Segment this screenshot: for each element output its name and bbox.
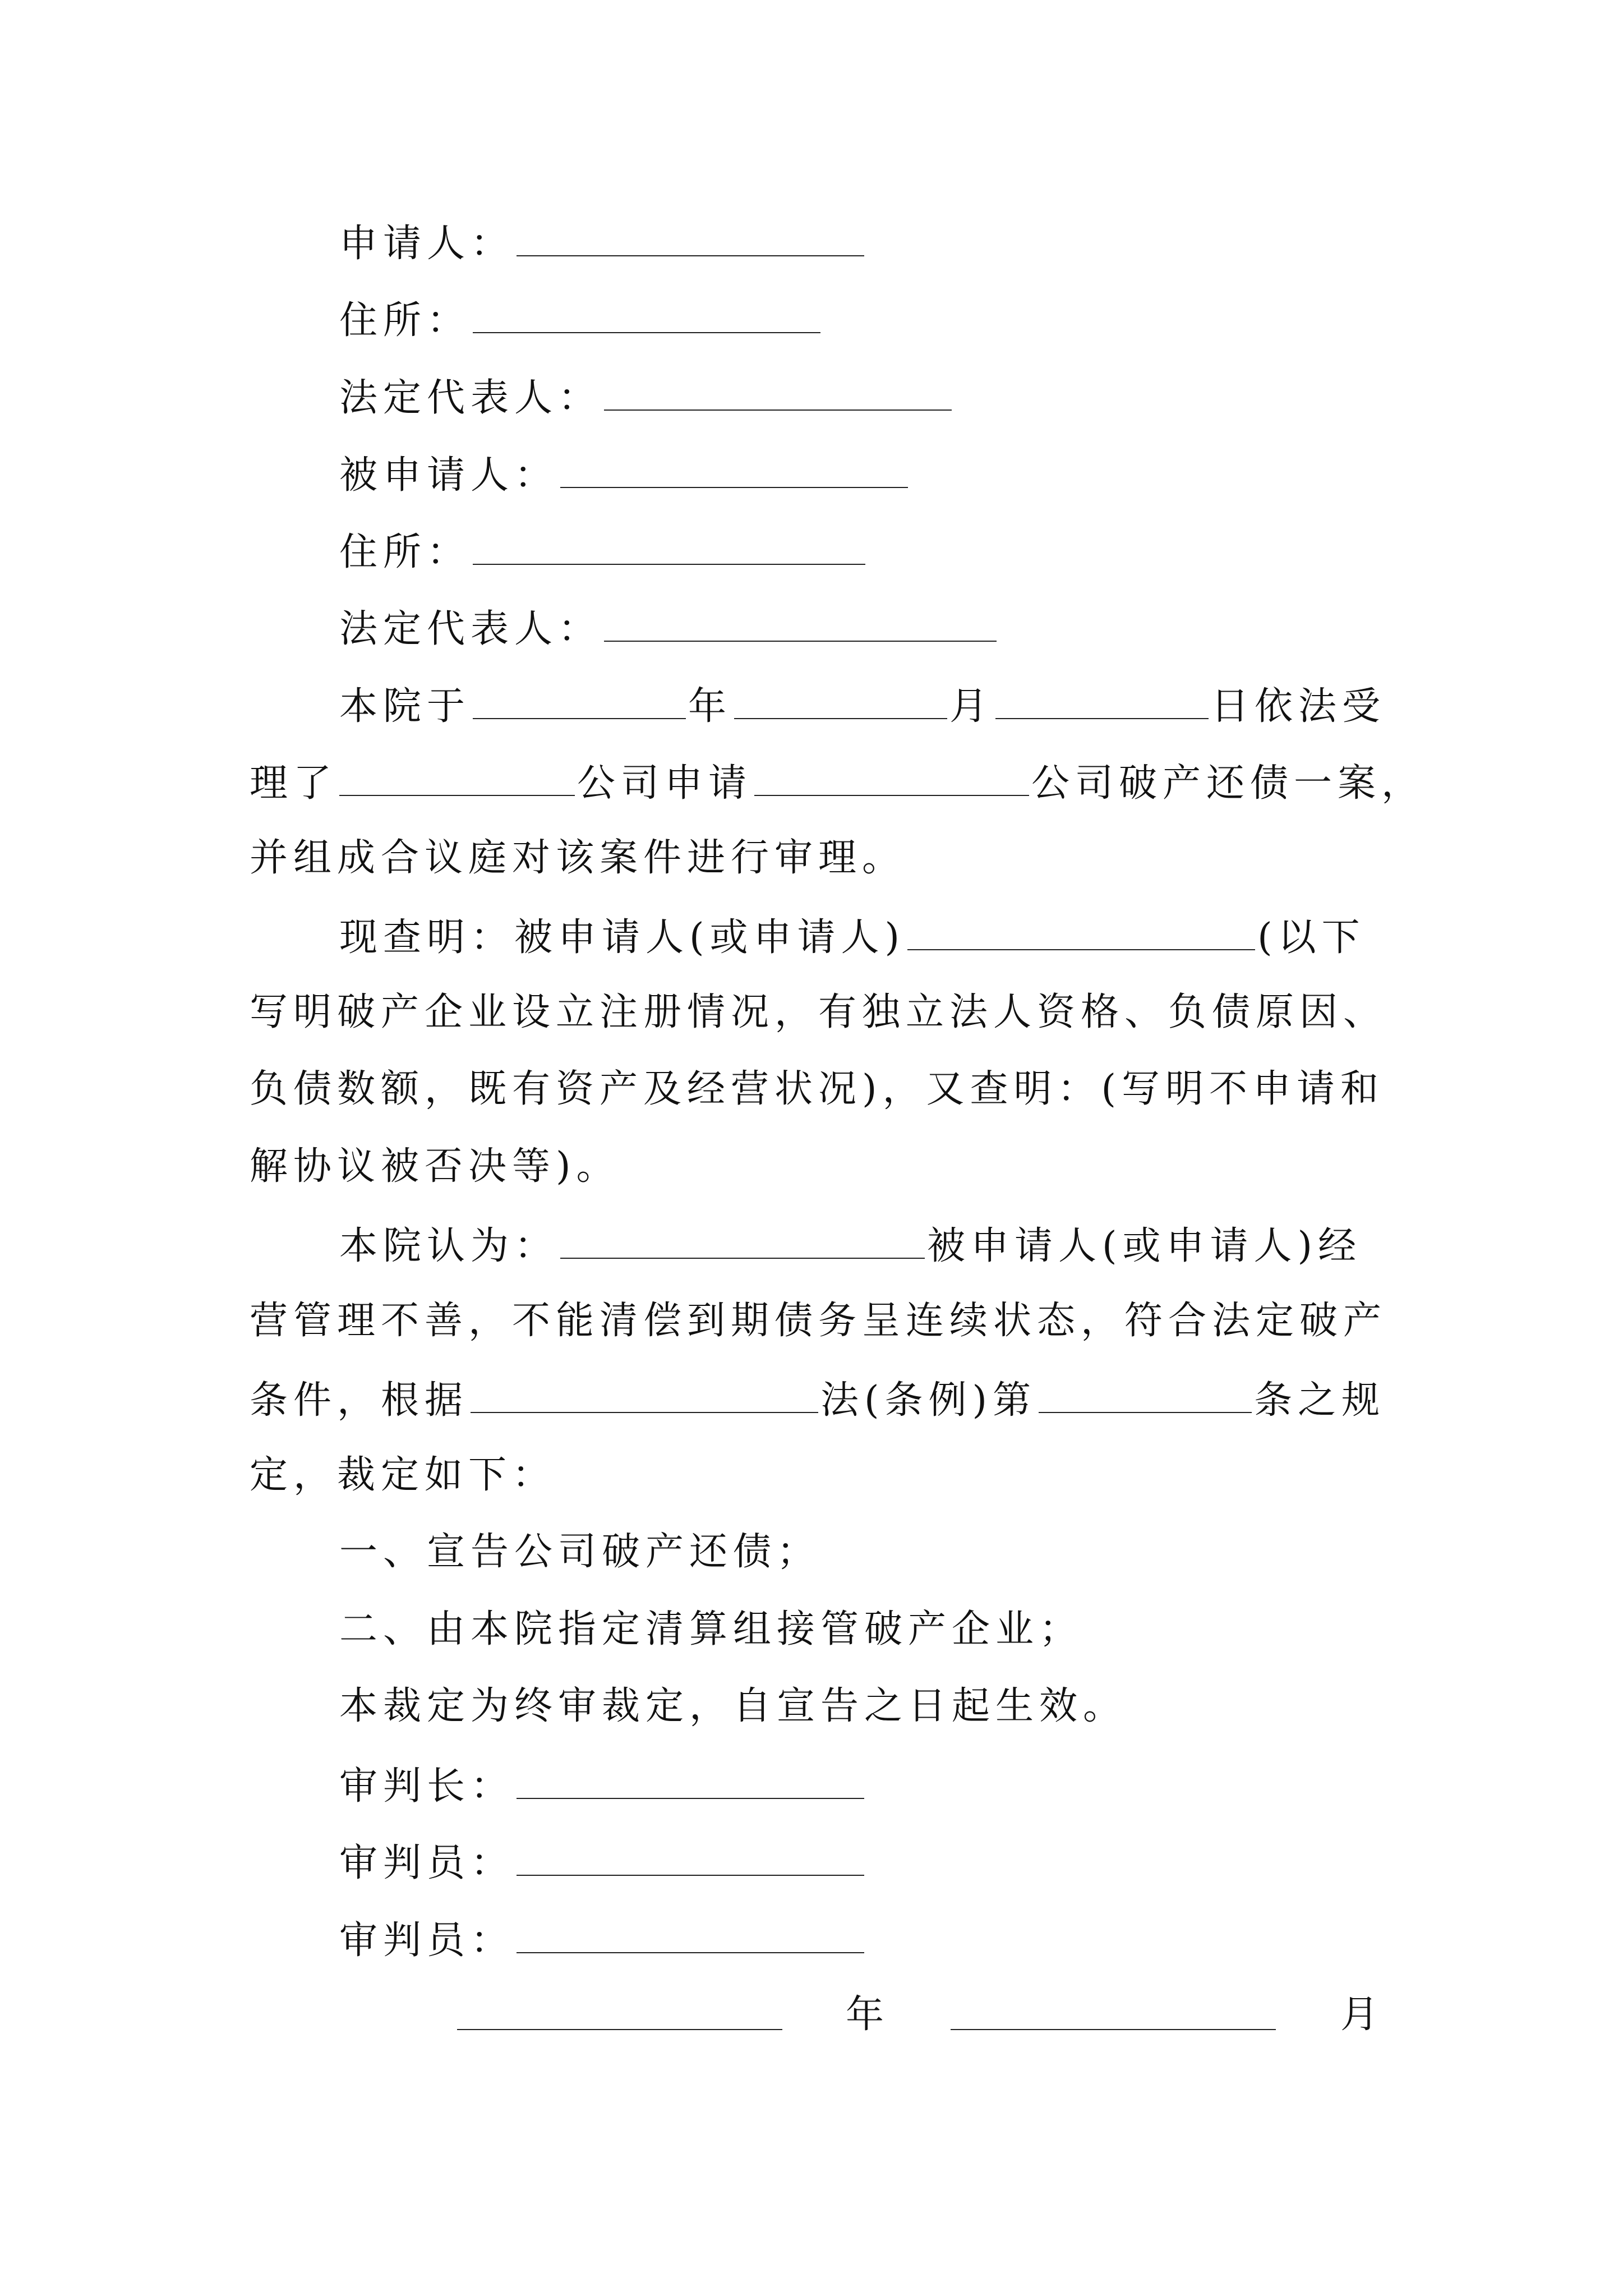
respondent-rep-line [339,601,999,655]
applicant-rep-line [339,370,954,424]
respondent-label: 被申请人： [339,453,559,498]
judge1-line [339,1835,866,1889]
para1-line3 [250,833,906,884]
para3-text-c: 营管理不善，不能清偿到期债务呈连续状态，符合法定破产 [250,1299,1387,1343]
judge1-blank[interactable] [517,1835,864,1876]
para3-line4 [250,1450,556,1501]
para1-text-h: 并组成合议庭对该案件进行审理。 [250,836,906,880]
para1-line2 [250,756,1425,809]
ruling-item-2 [339,1604,1083,1655]
para2-text-a: 现查明：被申请人(或申请人) [339,915,906,960]
chief-judge-label: 审判长： [339,1764,515,1809]
para3-text-f: 条之规 [1254,1378,1386,1423]
para2-line3 [250,1064,1384,1115]
ruling-item-1-text: 一、宣告公司破产还债； [339,1530,821,1574]
para1-text-f: 公司申请 [577,761,753,806]
para3-text-g: 定，裁定如下： [250,1453,556,1497]
applicant-label: 申请人： [339,222,515,266]
law-name-blank[interactable] [471,1373,818,1413]
ruling-item-1 [339,1527,820,1577]
judge2-label: 审判员： [339,1918,515,1963]
applicant-address-blank[interactable] [473,293,820,333]
date-month-blank[interactable] [951,1990,1276,2030]
para2-line2 [250,987,1387,1038]
ruling-item-2-text: 二、由本院指定清算组接管破产企业； [339,1607,1083,1651]
accept-year-blank[interactable] [473,679,686,719]
respondent-address-line [339,524,868,578]
para1-line1 [339,679,1386,732]
respondent-line [339,448,910,501]
para1-text-d: 日依法受 [1211,684,1386,729]
respondent-address-label: 住所： [339,530,471,574]
applicant-rep-blank[interactable] [604,370,952,411]
judge2-line [339,1913,866,1966]
para2-text-b: (以下 [1257,915,1366,960]
date-year-blank[interactable] [457,1990,782,2030]
para3-line3 [250,1373,1385,1426]
applicant-address-line [339,293,823,346]
para1-text-a: 本院于 [339,684,471,729]
para3-text-d: 条件，根据 [250,1378,469,1423]
para2-text-e: 解协议被否决等)。 [250,1144,620,1189]
chief-judge-line [339,1759,866,1812]
applicant-rep-label: 法定代表人： [339,376,602,420]
date-month-label: 月 [1340,1993,1385,2037]
para3-line2 [250,1296,1387,1346]
respondent-rep-label: 法定代表人： [339,607,602,651]
respondent-rep-blank[interactable] [604,601,997,642]
respondent-blank[interactable] [560,448,908,488]
applicant-blank[interactable] [517,216,864,256]
chief-judge-blank[interactable] [517,1759,864,1799]
para3-text-a: 本院认为： [339,1224,559,1268]
article-number-blank[interactable] [1039,1373,1252,1413]
para2-text-c: 写明破产企业设立注册情况，有独立法人资格、负债原因、 [250,990,1387,1034]
para1-text-year: 年 [688,684,732,729]
para3-line1 [339,1218,1362,1272]
accept-day-blank[interactable] [995,679,1209,719]
para2-line1 [339,910,1366,963]
para3-text-e: 法(条例)第 [820,1378,1037,1423]
findings-blank[interactable] [907,910,1255,950]
applicant-line [339,216,866,269]
judge1-label: 审判员： [339,1841,515,1885]
para1-text-e: 理了 [250,761,338,806]
respondent-address-blank[interactable] [473,524,865,565]
respondent-company-blank[interactable] [754,756,1029,796]
para3-text-b: 被申请人(或申请人)经 [927,1224,1362,1268]
accept-month-blank[interactable] [734,679,947,719]
ruling-effect [339,1681,1127,1732]
date-year-label: 年 [846,1993,890,2037]
opinion-blank[interactable] [560,1218,925,1259]
para1-text-month: 月 [949,684,994,729]
applicant-company-blank[interactable] [339,756,575,796]
para2-text-d: 负债数额，既有资产及经营状况)，又查明：(写明不申请和 [250,1067,1385,1111]
ruling-effect-text: 本裁定为终审裁定，自宣告之日起生效。 [339,1684,1127,1728]
para1-text-g: 公司破产还债一案， [1031,761,1426,806]
para2-line4 [250,1142,620,1192]
applicant-address-label: 住所： [339,298,471,343]
judge2-blank[interactable] [517,1913,864,1953]
